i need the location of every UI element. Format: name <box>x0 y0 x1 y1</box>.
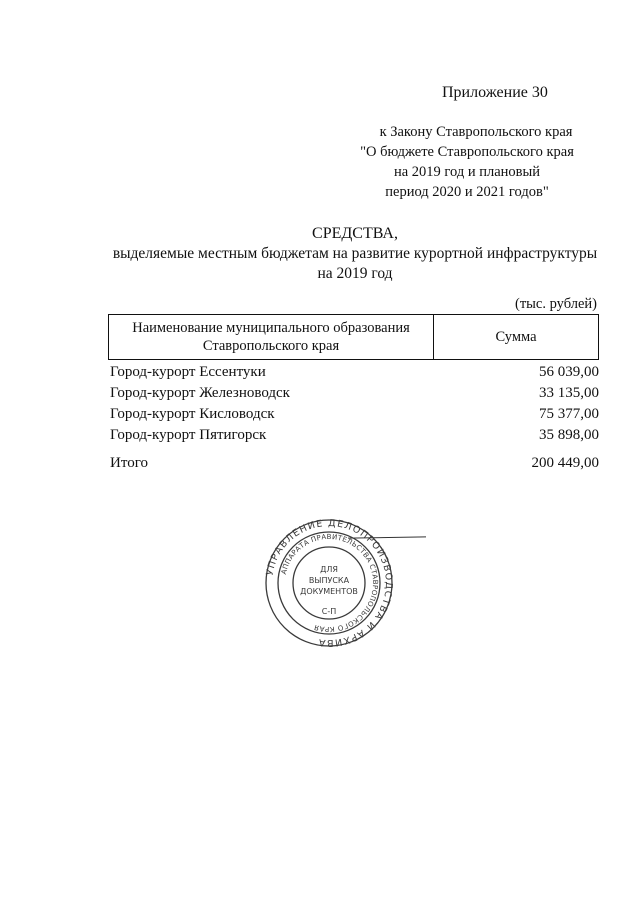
row-name: Город-курорт Кисловодск <box>110 406 275 422</box>
table-header <box>108 314 599 360</box>
table-row <box>110 404 599 425</box>
law-reference <box>337 122 597 202</box>
stamp-center-line-2: ВЫПУСКА <box>308 576 350 585</box>
row-sum: 35 898,00 <box>539 427 599 443</box>
appendix-number: Приложение 30 <box>442 84 548 101</box>
stamp-inner-text: АППАРАТА ПРАВИТЕЛЬСТВА СТАВРОПОЛЬСКОГО КРАЯ <box>279 532 380 634</box>
table-row <box>110 383 599 404</box>
law-line-4: период 2020 и 2021 годов" <box>385 184 549 200</box>
header-municipality-line-1: Наименование муниципального образования <box>132 320 410 336</box>
title-line-3: на 2019 год <box>317 265 393 282</box>
stamp-center-line-3: ДОКУМЕНТОВ <box>300 587 358 596</box>
row-sum: 56 039,00 <box>539 364 599 380</box>
row-name: Город-курорт Пятигорск <box>110 427 267 443</box>
stamp-outer-text: УПРАВЛЕНИЕ ДЕЛОПРОИЗВОДСТВА И АРХИВА <box>264 518 394 648</box>
title-line-2: выделяемые местным бюджетам на развитие курортной инфраструктуры <box>112 245 598 262</box>
table-row <box>110 362 599 383</box>
row-sum: 33 135,00 <box>539 385 599 401</box>
official-stamp <box>264 518 394 648</box>
law-line-1: к Закону Ставропольского края <box>379 124 573 140</box>
units-label: (тыс. рублей) <box>515 296 597 312</box>
law-line-3: на 2019 год и плановый <box>393 164 541 180</box>
title-line-1: СРЕДСТВА, <box>312 225 398 242</box>
header-sum: Сумма <box>434 315 599 360</box>
stamp-center-line-1: ДЛЯ <box>320 565 338 574</box>
header-municipality <box>109 315 434 360</box>
row-sum: 75 377,00 <box>539 406 599 422</box>
total-label: Итого <box>110 455 148 471</box>
document-title <box>100 224 610 284</box>
total-row <box>110 455 599 472</box>
total-sum: 200 449,00 <box>531 455 599 471</box>
table-body <box>110 362 599 446</box>
header-municipality-line-2: Ставропольского края <box>202 338 340 354</box>
law-line-2: "О бюджете Ставропольского края <box>360 144 574 160</box>
row-name: Город-курорт Железноводск <box>110 385 290 401</box>
stamp-code: С-П <box>321 607 337 616</box>
row-name: Город-курорт Ессентуки <box>110 364 266 380</box>
table-row <box>110 425 599 446</box>
